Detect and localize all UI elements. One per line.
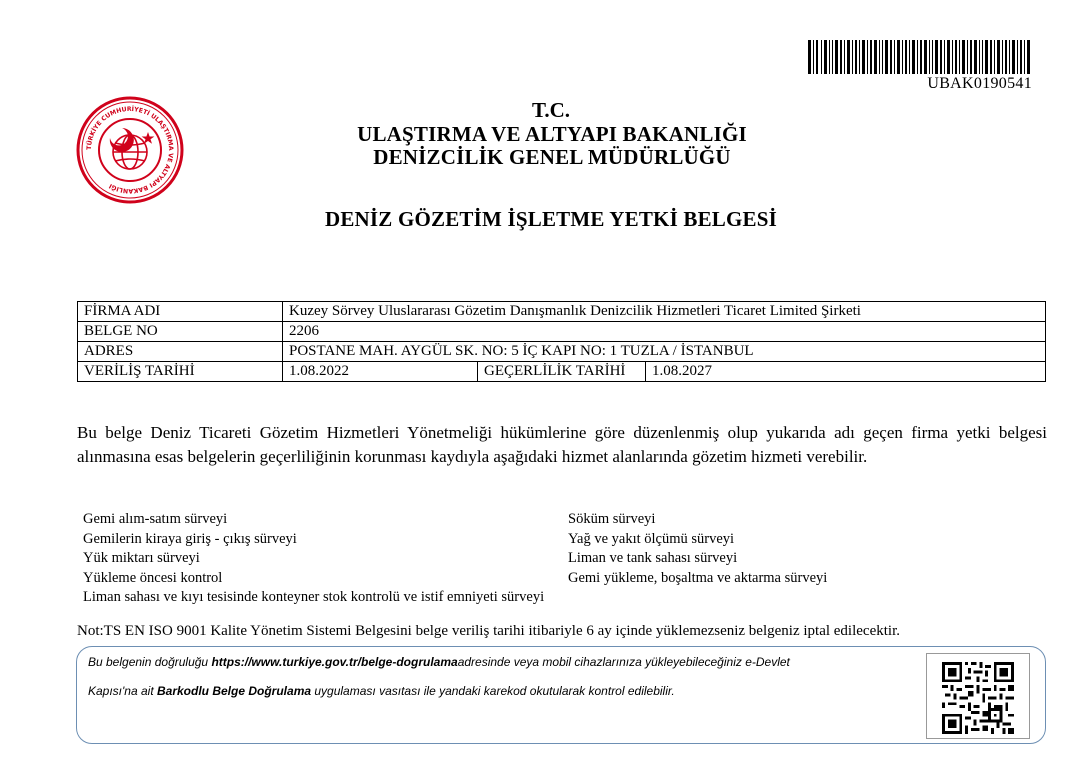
table-row — [78, 342, 1046, 362]
document-code: UBAK0190541 — [927, 75, 1032, 92]
validity-label: GEÇERLİLİK TARİHİ — [478, 362, 646, 382]
verification-text: uygulaması vasıtası ile yandaki karekod okutularak kontrol edilebilir. — [311, 684, 675, 698]
table-row — [78, 362, 1046, 382]
verification-app-name: Barkodlu Belge Doğrulama — [157, 684, 312, 698]
list-item: Liman sahası ve kıyı tesisinde konteyner stok kontrolü ve istif emniyeti sürveyi — [83, 589, 545, 605]
verification-text: Kapısı'na ait — [88, 684, 157, 698]
cert-no-label: BELGE NO — [78, 322, 283, 342]
list-item: Liman ve tank sahası sürveyi — [568, 550, 738, 566]
address-label: ADRES — [78, 342, 283, 362]
list-item: Yükleme öncesi kontrol — [83, 569, 223, 586]
list-item: Gemilerin kiraya giriş - çıkış sürveyi — [83, 530, 297, 547]
issue-date-label: VERİLİŞ TARİHİ — [78, 362, 283, 382]
table-row — [78, 322, 1046, 342]
services-right-list — [568, 510, 827, 588]
list-item: Söküm sürveyi — [568, 511, 656, 527]
barcode — [808, 40, 1032, 74]
address-value: POSTANE MAH. AYGÜL SK. NO: 5 İÇ KAPI NO: 1 TUZLA / İSTANBUL — [283, 342, 1046, 362]
qr-code-frame — [926, 653, 1030, 739]
verification-line-2 — [88, 684, 675, 698]
country-heading: T.C. — [531, 98, 571, 122]
validity-value: 1.08.2027 — [646, 362, 1046, 382]
seal-ring-text: TÜRKİYE CUMHURİYETİ ULAŞTIRMA VE ALTYAPI BAKANLIĞI — [85, 105, 175, 195]
directorate-heading: DENİZCİLİK GENEL MÜDÜRLÜĞÜ — [373, 145, 731, 169]
cert-no-value: 2206 — [283, 322, 1046, 342]
authorization-paragraph: Bu belge Deniz Ticareti Gözetim Hizmetleri Yönetmeliği hükümlerine göre düzenlenmiş olup yukarıda adı geçen firma yetki belgesi alınmasına esas belgelerin geçerliliğinin korunması kaydıyla aşağıdaki hizmet alanlarında gözetim hizmeti verebilir. — [77, 423, 1047, 466]
iso-note: Not:TS EN ISO 9001 Kalite Yönetim Sistemi Belgesini belge veriliş tarihi itibariyle 6 ay içinde yüklemezseniz belgeniz iptal edilecektir. — [77, 623, 900, 639]
list-item: Yük miktarı sürveyi — [83, 550, 200, 566]
list-item: Yağ ve yakıt ölçümü sürveyi — [568, 530, 735, 547]
info-table — [77, 301, 1046, 382]
document-title: DENİZ GÖZETİM İŞLETME YETKİ BELGESİ — [324, 207, 778, 231]
issue-date-value: 1.08.2022 — [283, 362, 478, 382]
verification-line-1 — [88, 655, 790, 669]
verification-text: adresinde veya mobil cihazlarınıza yükleyebileceğiniz e-Devlet — [457, 655, 790, 669]
list-item: Gemi alım-satım sürveyi — [83, 511, 228, 527]
verification-url-link[interactable]: https://www.turkiye.gov.tr/belge-dogrulama — [211, 655, 458, 669]
list-item: Gemi yükleme, boşaltma ve aktarma sürveyi — [568, 569, 828, 586]
ministry-heading: ULAŞTIRMA VE ALTYAPI BAKANLIĞI — [357, 122, 747, 146]
company-value: Kuzey Sörvey Uluslararası Gözetim Danışmanlık Denizcilik Hizmetleri Ticaret Limited Şirketi — [283, 302, 1046, 322]
qr-code — [942, 662, 1014, 734]
company-label: FİRMA ADI — [78, 302, 283, 322]
table-row — [78, 302, 1046, 322]
verification-box — [76, 646, 1046, 744]
verification-text: Bu belgenin doğruluğu — [88, 655, 212, 669]
services-left-list — [83, 510, 544, 608]
